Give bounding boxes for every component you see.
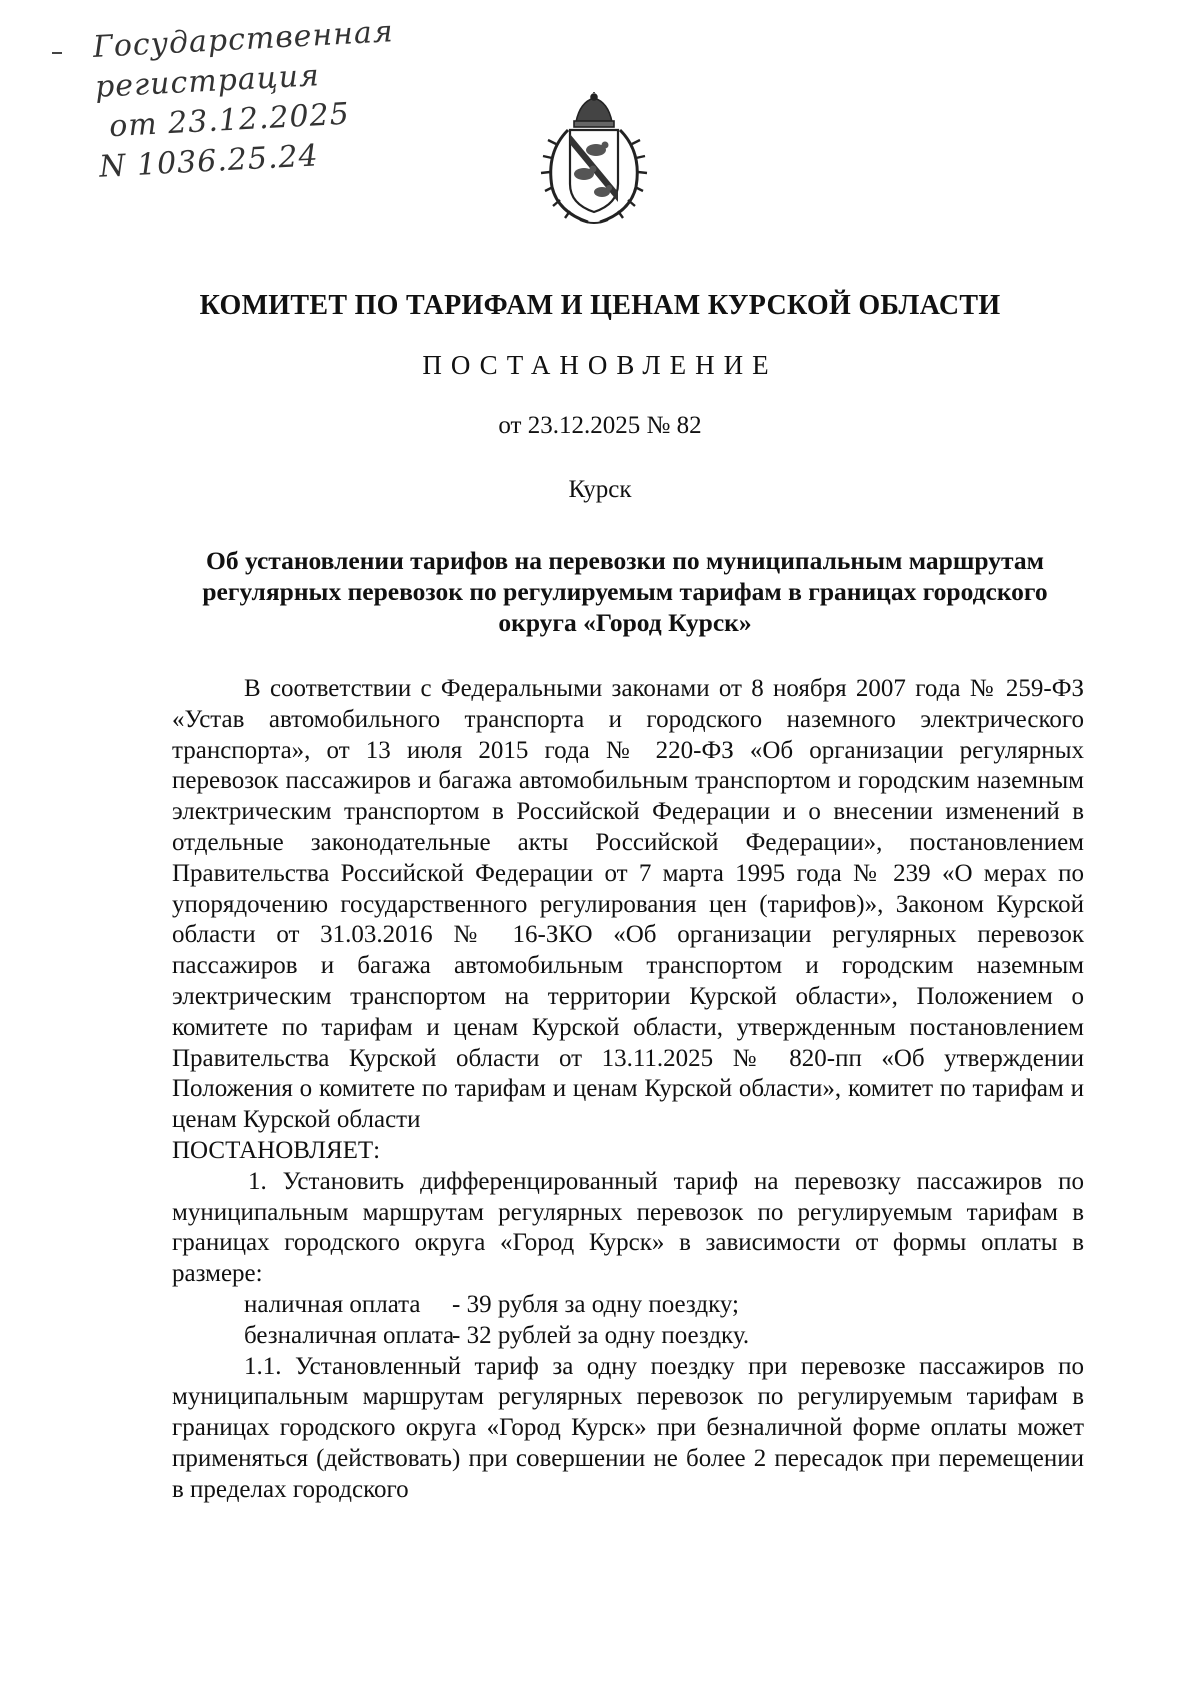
preamble-paragraph: В соответствии с Федеральными законами от 8 ноября 2007 года № 259-ФЗ «Устав автомобильного транспорта и городского наземного электрического транспорта», от 13 июля 2015 года № 220-ФЗ «Об организации регулярных перевозок пассажиров и багажа автомобильным транспортом и городским наземным электрическим транспортом в Российской Федерации и о внесении изменений в отдельные законодательные акты Российской Федерации», постановлением Правительства Российской Федерации от 7 марта 1995 года № 239 «О мерах по упорядочению государственного регулирования цен (тарифов)», Законом Курской области от 31.03.2016 № 16-ЗКО «Об организации регулярных перевозок пассажиров и багажа автомобильным транспортом и городским наземным электрическим транспортом на территории Курской области», Положением о комитете по тарифам и ценам Курской области, утвержденным постановлением Правительства Курской области от 13.11.2025 № 820-пп «Об утверждении Положения о комитете по тарифам и ценам Курской области», комитет по тарифам и ценам Курской области <box>172 675 1084 1134</box>
handwritten-registration-note <box>92 11 420 188</box>
document-type: ПОСТАНОВЛЕНИЕ <box>422 350 778 380</box>
registration-line-2: регистрация <box>94 58 321 105</box>
kursk-coat-of-arms-icon <box>528 92 660 227</box>
document-date-number: от 23.12.2025 № 82 <box>498 412 702 439</box>
registration-line-1: Государственная <box>92 14 395 65</box>
tariff-row-cashless <box>172 1321 1084 1352</box>
document-body <box>172 674 1084 1506</box>
item-1-paragraph: 1. Установить дифференцированный тариф на перевозку пассажиров по муниципальным маршрутам регулярных перевозок по регулируемым тарифам в границах городского округа «Город Курск» в зависимости от формы оплаты в размере: <box>172 1167 1084 1288</box>
tariff-value: - 39 рубля за одну поездку; <box>452 1290 739 1318</box>
registration-number: N 1036.25.24 <box>98 138 320 185</box>
decree-word: ПОСТАНОВЛЯЕТ: <box>172 1136 381 1164</box>
committee-name: КОМИТЕТ ПО ТАРИФАМ И ЦЕНАМ КУРСКОЙ ОБЛАСТИ <box>199 290 1001 321</box>
margin-mark <box>52 52 62 54</box>
registration-date: от 23.12.2025 <box>108 96 351 145</box>
tariff-value: - 32 рублей за одну поездку. <box>452 1321 750 1349</box>
document-city: Курск <box>568 476 632 503</box>
document-title: Об установлении тарифов на перевозки по муниципальным маршрутам регулярных перевозок по регулируемым тарифам в границах городского округа «Город Курск» <box>202 546 1048 637</box>
item-1-1-paragraph: 1.1. Установленный тариф за одну поездку при перевозке пассажиров по муниципальным маршрутам регулярных перевозок по регулируемым тарифам в границах городского округа «Город Курск» при безналичной форме оплаты может применяться (действовать) при совершении не более 2 пересадок при перемещении в пределах городского <box>172 1352 1084 1503</box>
tariff-label: безналичная оплата <box>244 1321 455 1349</box>
tariff-row-cash <box>172 1290 1084 1321</box>
tariff-label: наличная оплата <box>244 1290 421 1318</box>
